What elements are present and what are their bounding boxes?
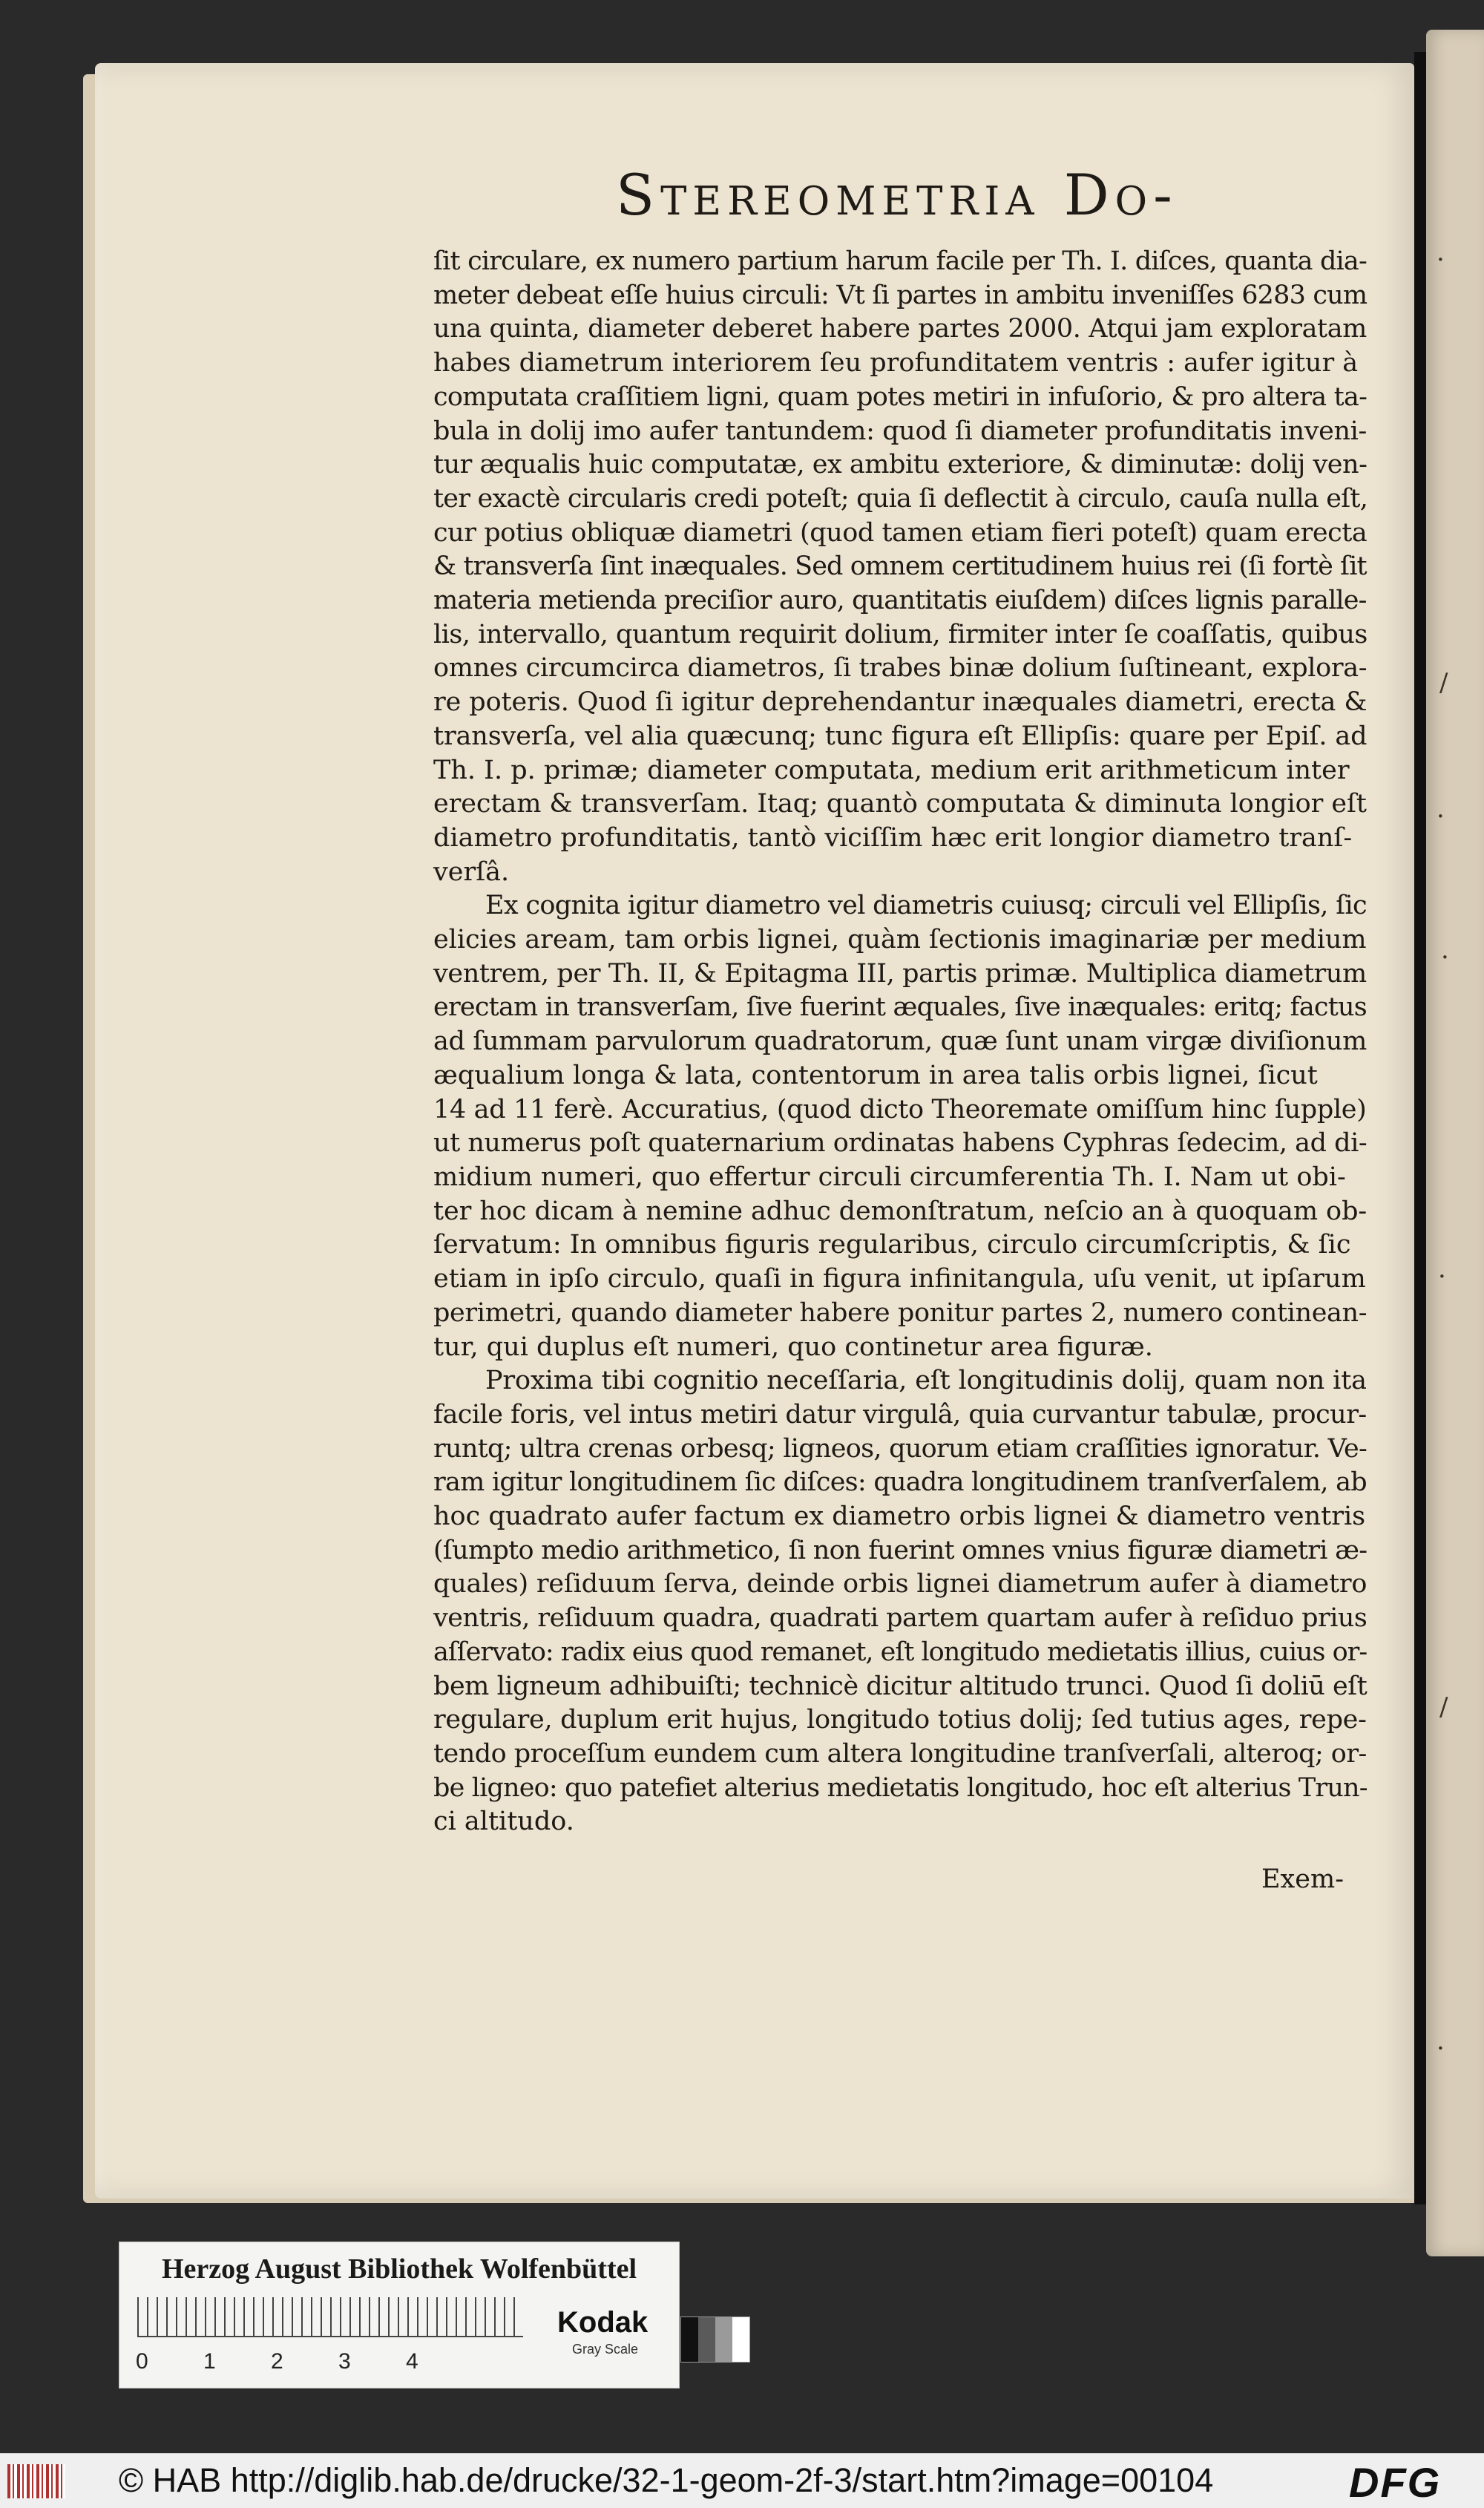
margin-mark: / — [1439, 668, 1448, 698]
text-line: ventris, reſiduum quadra, quadrati partem quartam aufer à reſiduo prius — [433, 1603, 1368, 1634]
gray-scale-label: Gray Scale — [572, 2342, 639, 2357]
text-line: 14 ad 11 ferè. Accuratius, (quod dicto Theoremate omiſſum hinc ſupple) — [433, 1094, 1367, 1124]
scale-number: 0 — [136, 2349, 148, 2374]
text-line: aſſervato: radix eius quod remanet, eſt longitudo medietatis illius, cuius or- — [433, 1637, 1368, 1667]
text-line: ram igitur longitudinem ſic diſces: quadra longitudinem tranſverſalem, ab — [433, 1467, 1367, 1498]
text-line: (ſumpto medio arithmetico, ſi non fuerint omnes vnius figuræ diametri æ- — [433, 1535, 1368, 1565]
text-line: ter exactè circularis credi poteſt; quia ſi deflectit à circulo, cauſa nulla eſt, — [433, 483, 1368, 514]
source-link[interactable]: © HAB http://diglib.hab.de/drucke/32-1-geom-2f-3/start.htm?image=00104 — [119, 2461, 1214, 2499]
scale-number: 4 — [406, 2349, 418, 2374]
text-line: & transverſa ſint inæquales. Sed omnem certitudinem huius rei (ſi fortè ſit — [433, 551, 1367, 582]
text-line: erectam in transverſam, ſive fuerint æquales, ſive inæquales: eritq; factus — [433, 992, 1367, 1023]
margin-mark: · — [1441, 943, 1449, 972]
text-line: lis, intervallo, quantum requirit dolium, firmiter inter ſe coaſſatis, quibus — [433, 619, 1368, 649]
text-line: diametro profunditatis, tantò viciſſim hæc erit longior diametro tranſ- — [433, 822, 1353, 853]
text-line: omnes circumcirca diametros, ſi trabes binæ dolium ſuſtineant, explora- — [433, 653, 1368, 684]
text-line: transverſa, vel alia quæcunq; tunc figura eſt Ellipſis: quare per Epiſ. ad — [433, 721, 1368, 751]
text-line: tendo proceſſum eundem cum altera longitudine tranſverſali, alteroq; or- — [433, 1738, 1367, 1769]
text-line: computata craſſitiem ligni, quam potes metiri in infuſorio, & pro altera ta- — [433, 382, 1368, 412]
text-line: ci altitudo. — [433, 1807, 574, 1837]
text-line: Proxima tibi cognitio neceſſaria, eſt longitudinis dolij, quam non ita — [485, 1366, 1367, 1396]
text-line: runtq; ultra crenas orbesq; ligneos, quorum etiam craſſities ignoratur. Ve- — [433, 1433, 1368, 1464]
text-line: bem ligneum adhibuiſti; technicè dicitur altitudo trunci. Quod ſi doliū eſt — [433, 1671, 1368, 1701]
running-head: Stereometria Do- — [616, 162, 1178, 228]
dfg-logo: DFG — [1349, 2459, 1442, 2506]
viewer-footer — [0, 2453, 1484, 2508]
margin-mark: · — [1437, 245, 1445, 275]
text-line: erectam & transverſam. Itaq; quantò computata & diminuta longior eſt — [433, 789, 1367, 819]
margin-mark: · — [1438, 1262, 1446, 1291]
text-line: ut numerus poſt quaternarium ordinatas habens Cyphras ſedecim, ad di- — [433, 1128, 1368, 1159]
text-line: verſâ. — [433, 857, 510, 887]
text-line: Ex cognita igitur diametro vel diametris cuiusq; circuli vel Ellipſis, ſic — [485, 891, 1367, 921]
margin-mark: / — [1439, 1692, 1448, 1722]
text-line: ventrem, per Th. II, & Epitagma III, partis primæ. Multiplica diametrum — [433, 958, 1367, 989]
text-line: cur potius obliquæ diametri (quod tamen etiam fieri poteſt) quam erecta — [433, 517, 1368, 548]
text-line: una quinta, diameter deberet habere partes 2000. Atqui jam exploratam — [433, 314, 1367, 344]
text-line: quales) reſiduum ſerva, deinde orbis lignei diametrum aufer à diametro — [433, 1569, 1368, 1600]
text-line: elicies aream, tam orbis lignei, quàm ſectionis imaginariæ per medium — [433, 925, 1367, 955]
text-line: perimetri, quando diameter habere ponitur partes 2, numero continean- — [433, 1297, 1368, 1328]
gray-patches — [680, 2317, 750, 2363]
text-line: ad ſummam parvulorum quadratorum, quæ ſunt unam virgæ diviſionum — [433, 1027, 1367, 1057]
text-line: facile foris, vel intus metiri datur virgulâ, quia curvantur tabulæ, procur- — [433, 1399, 1367, 1430]
scale-number: 1 — [203, 2349, 216, 2374]
text-line: ſervatum: In omnibus figuris regularibus, circulo circumſcriptis, & ſic — [433, 1230, 1351, 1260]
text-line: Th. I. p. primæ; diameter computata, medium erit arithmeticum inter — [433, 755, 1350, 785]
margin-mark: · — [1437, 2034, 1445, 2063]
text-line: bula in dolij imo aufer tantundem: quod ſi diameter profunditatis inveni- — [433, 416, 1367, 446]
text-line: habes diametrum interiorem ſeu profunditatem ventris : aufer igitur à — [433, 348, 1359, 379]
color-calibration-card — [119, 2242, 680, 2389]
text-line: tur, qui duplus eſt numeri, quo continetur area figuræ. — [433, 1332, 1153, 1362]
body-text — [433, 245, 1367, 1839]
scale-number: 2 — [271, 2349, 283, 2374]
institution-name: Herzog August Bibliothek Wolfenbüttel — [161, 2253, 637, 2285]
text-line: be ligneo: quo patefiet alterius medietatis longitudo, hoc eſt alterius Trun- — [433, 1772, 1368, 1803]
barcode-icon — [7, 2464, 65, 2498]
gray-patch — [698, 2317, 715, 2362]
text-line: ſit circulare, ex numero partium harum facile per Th. I. diſces, quanta dia- — [433, 246, 1367, 276]
gray-patch — [732, 2317, 749, 2362]
text-line: re poteris. Quod ſi igitur deprehendantur inæquales diametri, erecta & — [433, 687, 1368, 718]
kodak-logo: Kodak — [557, 2306, 649, 2339]
catchword: Exem- — [1261, 1864, 1345, 1894]
gray-patch — [715, 2317, 732, 2362]
scale-number: 3 — [338, 2349, 351, 2374]
gray-patch — [681, 2317, 698, 2362]
text-line: meter debeat eſſe huius circuli: Vt ſi partes in ambitu inveniſſes 6283 cum — [433, 280, 1368, 310]
text-line: tur æqualis huic computatæ, ex ambitu exteriore, & diminutæ: dolij ven- — [433, 450, 1368, 480]
text-line: hoc quadrato aufer factum ex diametro orbis lignei & diametro ventris — [433, 1502, 1366, 1532]
text-line: materia metienda preciſior auro, quantitatis eiuſdem) diſces lignis paralle- — [433, 586, 1367, 616]
text-line: regulare, duplum erit hujus, longitudo totius dolij; ſed tutius ages, repe- — [433, 1705, 1367, 1735]
text-line: etiam in ipſo circulo, quaſi in figura infinitangula, uſu venit, ut ipſarum — [433, 1264, 1366, 1294]
text-line: midium numeri, quo effertur circuli circumferentia Th. I. Nam ut obi- — [433, 1162, 1346, 1192]
margin-mark: · — [1437, 802, 1445, 831]
text-line: æqualium longa & lata, contentorum in area talis orbis lignei, ſicut — [433, 1060, 1318, 1090]
text-line: ter hoc dicam à nemine adhuc demonſtratum, neſcio an à quoquam ob- — [433, 1196, 1368, 1226]
ruler-scale — [137, 2297, 523, 2337]
book-gutter — [1414, 52, 1426, 2204]
facing-page-edge — [1426, 30, 1484, 2256]
